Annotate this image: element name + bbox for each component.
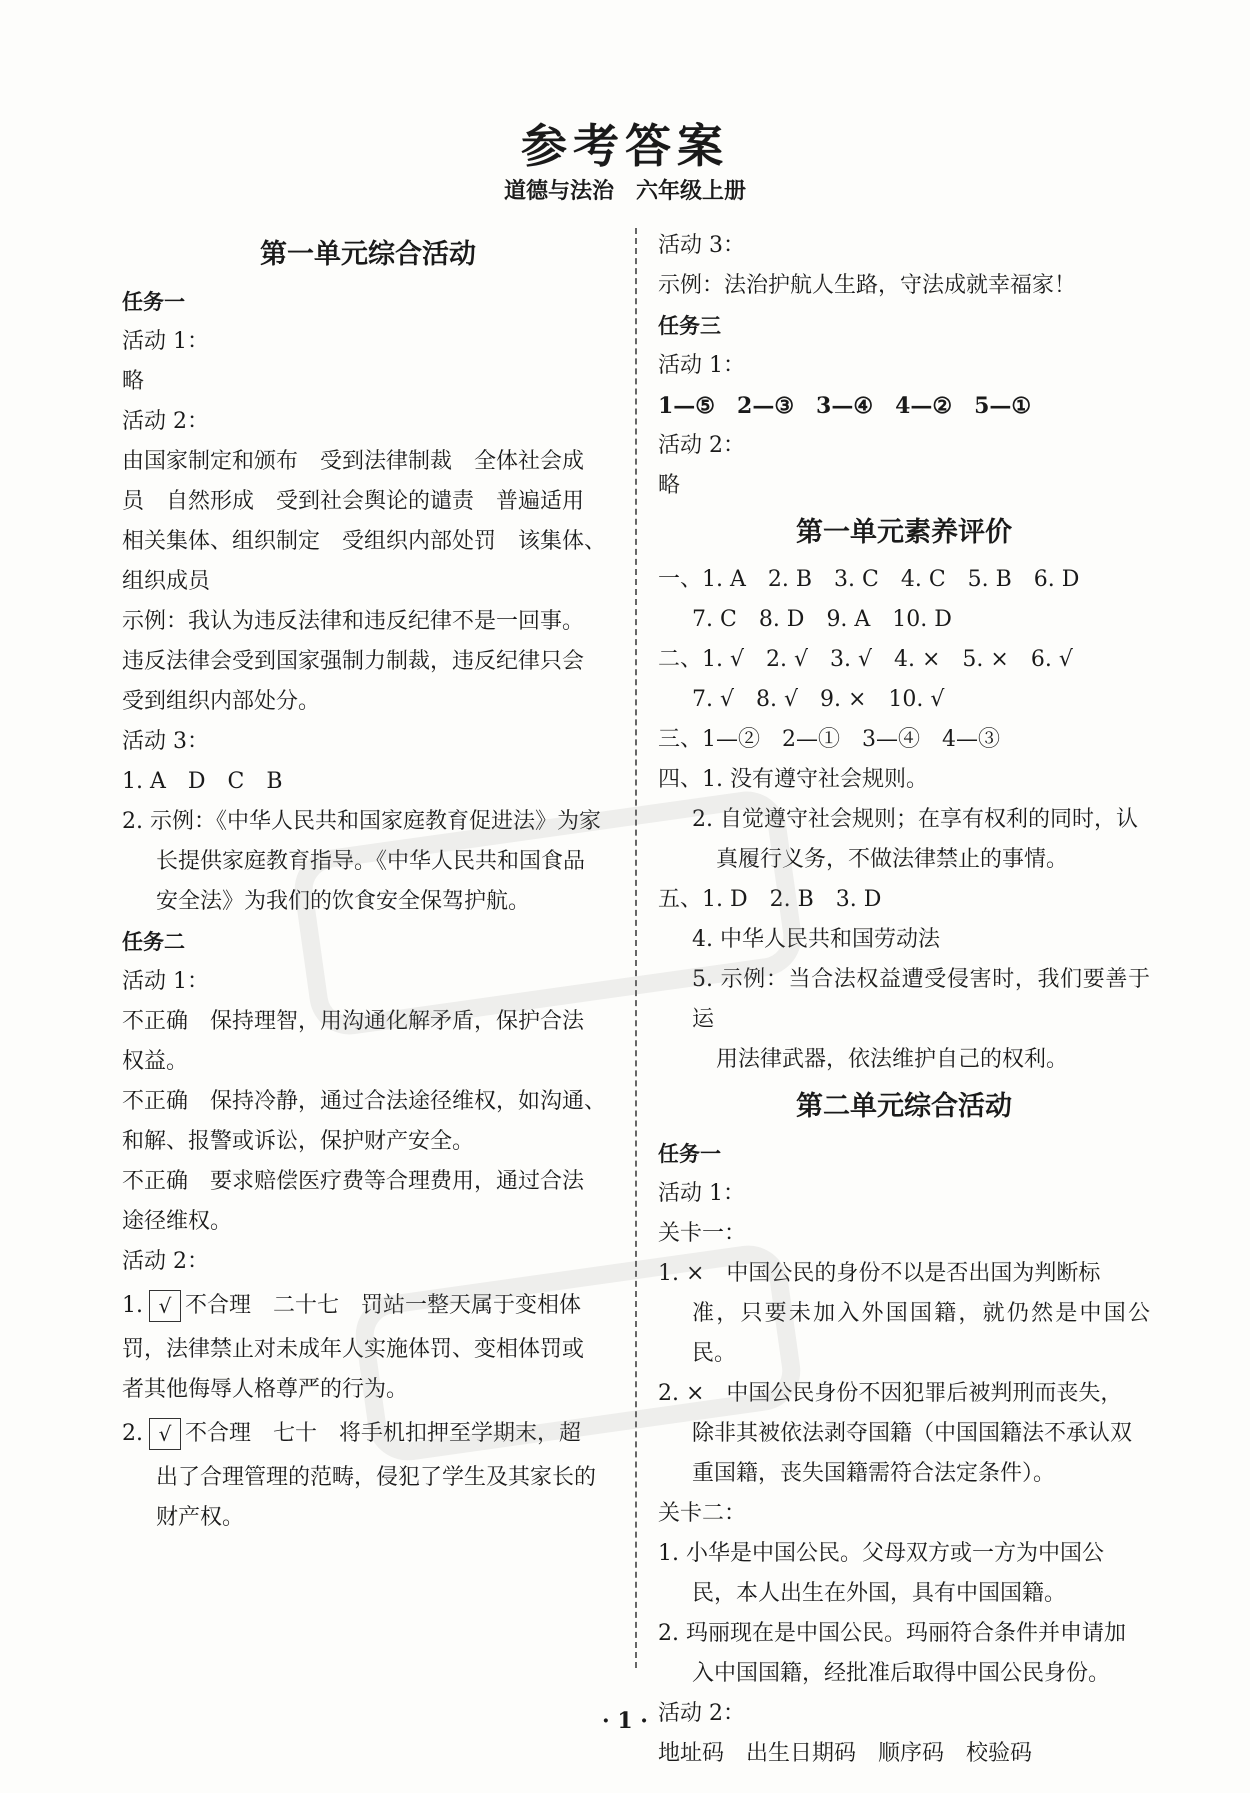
answer-text: 地址码 出生日期码 顺序码 校验码 xyxy=(658,1741,1033,1766)
answer-text: 员 自然形成 受到社会舆论的谴责 普遍适用 xyxy=(122,489,585,514)
answer-text: 由国家制定和颁布 受到法律制裁 全体社会成 xyxy=(122,449,585,474)
answer-text: 和解、报警或诉讼，保护财产安全。 xyxy=(122,1129,475,1154)
answer-text: 一、1. A 2. B 3. C 4. C 5. B 6. D xyxy=(658,567,1080,592)
activity-label: 活动 2： xyxy=(122,409,209,434)
answer-text: 途径维权。 xyxy=(122,1209,233,1234)
answer-text: 4. 中华人民共和国劳动法 xyxy=(692,927,940,952)
task-heading: 任务一 xyxy=(122,290,185,314)
answer-text: 入中国国籍，经批准后取得中国公民身份。 xyxy=(692,1661,1111,1686)
answer-text: 1—⑤ 2—③ 3—④ 4—② 5—① xyxy=(658,393,1032,419)
answer-text: 7. √ 8. √ 9. × 10. √ xyxy=(692,687,945,712)
answer-text: 权益。 xyxy=(122,1049,189,1074)
answer-text: 相关集体、组织制定 受组织内部处罚 该集体、 xyxy=(122,529,607,554)
item-number: 1. xyxy=(122,1293,143,1318)
answer-text: 除非其被依法剥夺国籍（中国国籍法不承认双 xyxy=(692,1421,1133,1446)
answer-text: 2. 示例：《中华人民共和国家庭教育促进法》为家 xyxy=(122,809,601,834)
page-number: · 1 · xyxy=(602,1708,648,1734)
section-heading: 第一单元素养评价 xyxy=(796,517,1012,548)
answer-text: 长提供家庭教育指导。《中华人民共和国食品 xyxy=(156,849,586,874)
answer-text: 2. 自觉遵守社会规则；在享有权利的同时，认 xyxy=(692,807,1138,832)
answer-text: 者其他侮辱人格尊严的行为。 xyxy=(122,1377,409,1402)
check-box: √ xyxy=(149,1290,181,1322)
activity-label: 活动 2： xyxy=(658,433,745,458)
answer-text: 不合理 二十七 罚站一整天属于变相体 xyxy=(185,1293,582,1318)
gate-label: 关卡二： xyxy=(658,1501,747,1526)
answer-text: 违反法律会受到国家强制力制裁，违反纪律只会 xyxy=(122,649,585,674)
activity-label: 活动 2： xyxy=(122,1249,209,1274)
answer-text: 2. 玛丽现在是中国公民。玛丽符合条件并申请加 xyxy=(658,1621,1126,1646)
answer-text: 1. A D C B xyxy=(122,769,283,794)
answer-text: 1. × 中国公民的身份不以是否出国为判断标 xyxy=(658,1261,1101,1286)
answer-text: 民，本人出生在外国，具有中国国籍。 xyxy=(692,1581,1067,1606)
column-divider xyxy=(635,228,637,1668)
answer-text: 5. 示例：当合法权益遭受侵害时，我们要善于运 xyxy=(692,967,1150,1032)
answer-row xyxy=(122,1410,614,1458)
answer-text: 不合理 七十 将手机扣押至学期末，超 xyxy=(185,1421,582,1446)
answer-text: 不正确 保持冷静，通过合法途径维权，如沟通、 xyxy=(122,1089,607,1114)
activity-label: 活动 1： xyxy=(122,969,209,994)
activity-label: 活动 2： xyxy=(658,1701,745,1726)
answer-text: 财产权。 xyxy=(156,1505,245,1530)
answer-text: 三、1—② 2—① 3—④ 4—③ xyxy=(658,727,1000,752)
answer-text: 组织成员 xyxy=(122,569,211,594)
right-column xyxy=(658,226,1150,1774)
answer-row xyxy=(122,1282,614,1330)
activity-label: 活动 3： xyxy=(122,729,209,754)
activity-label: 活动 1： xyxy=(122,329,209,354)
answer-text: 示例：我认为违反法律和违反纪律不是一回事。 xyxy=(122,609,585,634)
answer-text: 1. 小华是中国公民。父母双方或一方为中国公 xyxy=(658,1541,1104,1566)
answer-text: 准，只要未加入外国国籍，就仍然是中国公民。 xyxy=(692,1301,1150,1366)
answer-text: 四、1. 没有遵守社会规则。 xyxy=(658,767,928,792)
activity-label: 活动 1： xyxy=(658,353,745,378)
section-heading: 第一单元综合活动 xyxy=(260,239,476,270)
answer-text: 五、1. D 2. B 3. D xyxy=(658,887,882,912)
page-subtitle: 道德与法治 六年级上册 xyxy=(503,178,746,204)
answer-text: 受到组织内部处分。 xyxy=(122,689,321,714)
answer-text: 不正确 保持理智，用沟通化解矛盾，保护合法 xyxy=(122,1009,585,1034)
left-column xyxy=(122,228,614,1538)
answer-text: 不正确 要求赔偿医疗费等合理费用，通过合法 xyxy=(122,1169,585,1194)
answer-text: 略 xyxy=(658,473,681,498)
item-number: 2. xyxy=(122,1421,143,1446)
answer-text: 2. × 中国公民身份不因犯罪后被判刑而丧失， xyxy=(658,1381,1123,1406)
answer-text: 略 xyxy=(122,369,145,394)
answer-text: 二、1. √ 2. √ 3. √ 4. × 5. × 6. √ xyxy=(658,647,1073,672)
task-heading: 任务一 xyxy=(658,1142,721,1166)
answer-text: 7. C 8. D 9. A 10. D xyxy=(692,607,952,632)
task-heading: 任务三 xyxy=(658,314,721,338)
check-box: √ xyxy=(149,1418,181,1450)
page-title: 参考答案 xyxy=(521,119,729,173)
activity-label: 活动 1： xyxy=(658,1181,745,1206)
answer-text: 罚，法律禁止对未成年人实施体罚、变相体罚或 xyxy=(122,1337,585,1362)
answer-text: 重国籍，丧失国籍需符合法定条件）。 xyxy=(692,1461,1056,1486)
answer-text: 真履行义务，不做法律禁止的事情。 xyxy=(716,847,1069,872)
task-heading: 任务二 xyxy=(122,930,185,954)
answer-text: 出了合理管理的范畴，侵犯了学生及其家长的 xyxy=(156,1465,597,1490)
activity-label: 活动 3： xyxy=(658,233,745,258)
answer-text: 用法律武器，依法维护自己的权利。 xyxy=(716,1047,1069,1072)
answer-text: 示例：法治护航人生路，守法成就幸福家！ xyxy=(658,273,1077,298)
gate-label: 关卡一： xyxy=(658,1221,747,1246)
section-heading: 第二单元综合活动 xyxy=(796,1091,1012,1122)
answer-text: 安全法》为我们的饮食安全保驾护航。 xyxy=(156,889,531,914)
